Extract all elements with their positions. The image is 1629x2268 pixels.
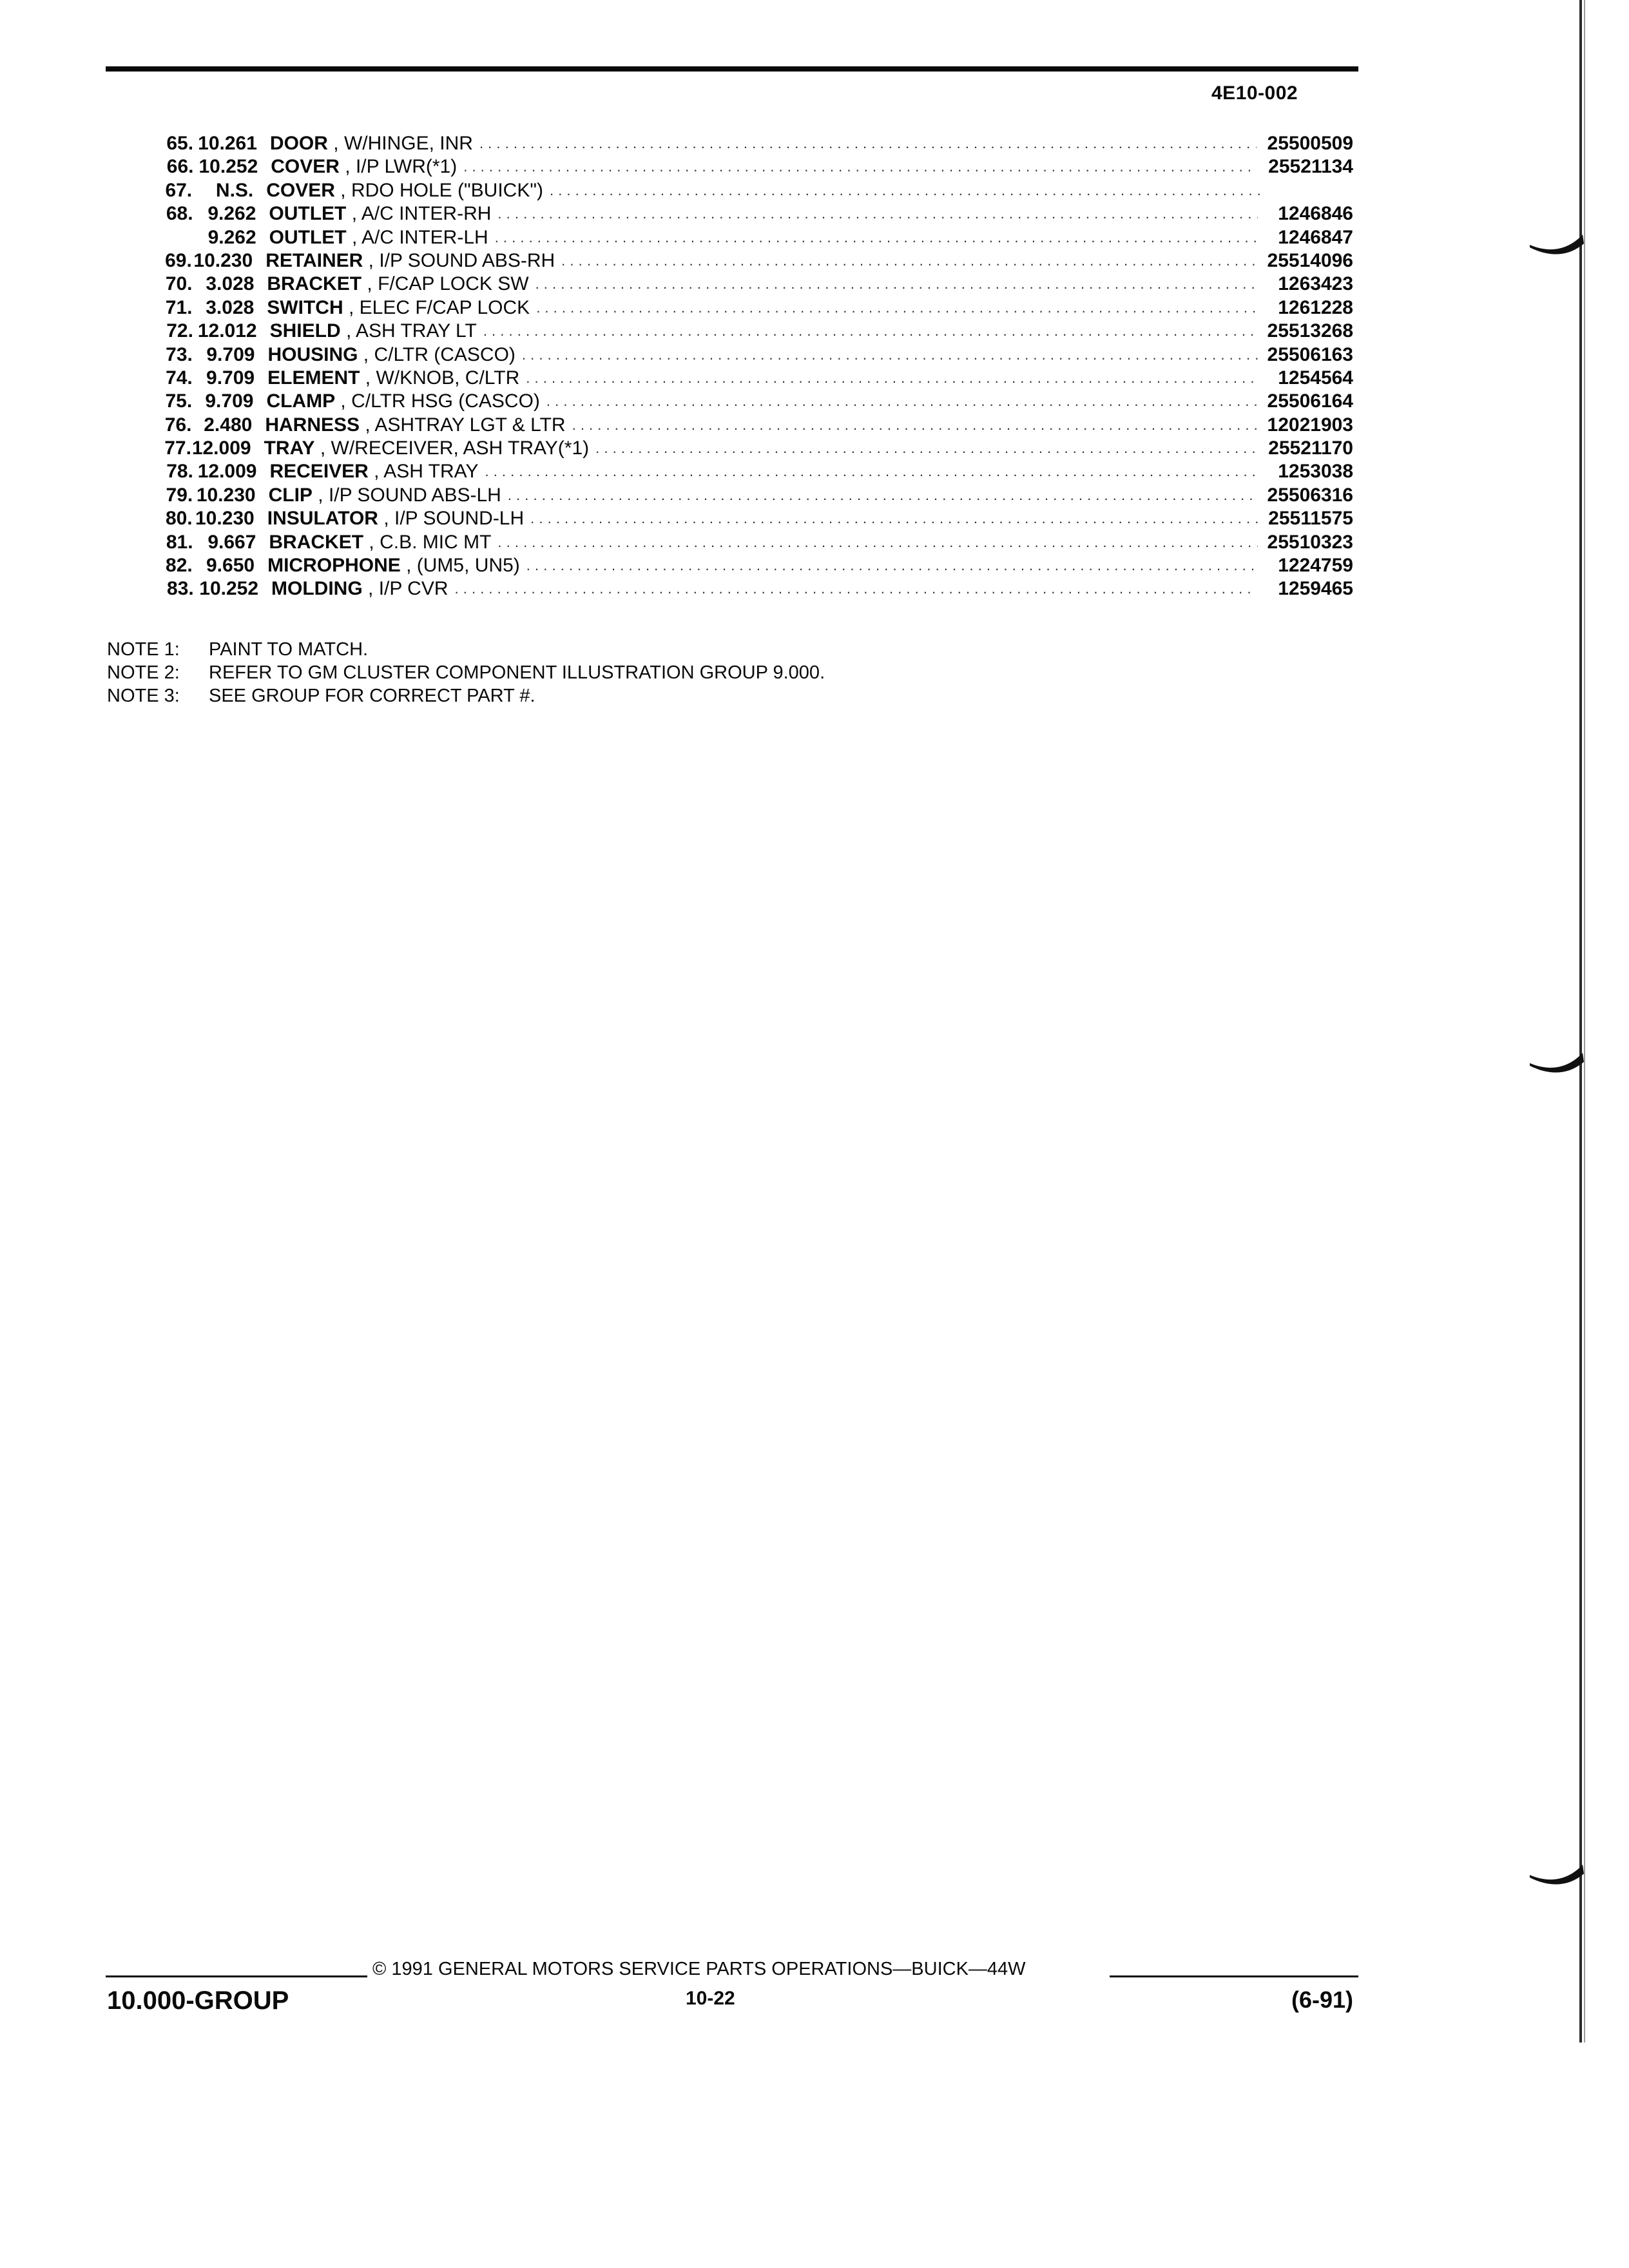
part-description: HOUSING , C/LTR (CASCO) . . . <box>267 343 1258 367</box>
footer-rule-right <box>1110 1975 1358 1977</box>
part-row <box>161 132 1353 155</box>
part-description: OUTLET , A/C INTER-RH . . . <box>269 202 1257 226</box>
part-row <box>161 202 1353 226</box>
part-description: ELEMENT , W/KNOB, C/LTR . . . <box>267 367 1259 390</box>
note-text: SEE GROUP FOR CORRECT PART #. <box>209 686 535 706</box>
part-description: RECEIVER , ASH TRAY . . . <box>269 460 1257 483</box>
part-number: 25510323 <box>1267 531 1353 553</box>
group-number: N.S. <box>215 179 254 201</box>
group-number: 10.261 <box>198 133 257 154</box>
part-name: OUTLET <box>269 203 347 225</box>
part-number: 1259465 <box>1278 578 1353 600</box>
item-number: 75. <box>165 390 193 412</box>
part-description: OUTLET , A/C INTER-LH . . . <box>269 226 1258 249</box>
part-detail: C/LTR (CASCO) <box>374 343 516 365</box>
part-description: CLAMP , C/LTR HSG (CASCO) . . . <box>266 390 1259 413</box>
part-number: 1224759 <box>1278 555 1353 577</box>
part-row <box>161 249 1353 273</box>
part-number: 25514096 <box>1267 249 1353 271</box>
date-code: (6-91) <box>1291 1986 1353 2013</box>
item-number: 72. <box>166 320 193 342</box>
part-number: 1254564 <box>1278 367 1353 389</box>
part-name: COVER <box>266 179 335 201</box>
part-name: ELEMENT <box>267 367 360 389</box>
part-name: SWITCH <box>267 296 343 318</box>
group-number: 3.028 <box>206 273 255 295</box>
part-number: 1253038 <box>1278 461 1353 483</box>
part-name: TRAY <box>264 437 315 459</box>
part-description: CLIP , I/P SOUND ABS-LH . . . <box>269 484 1258 507</box>
part-row <box>161 320 1353 343</box>
binder-hook-icon <box>1528 1856 1586 1894</box>
part-detail: ELEC F/CAP LOCK <box>359 296 530 318</box>
part-number: 1246847 <box>1278 226 1353 248</box>
group-number: 10.230 <box>195 508 255 530</box>
item-number: 80. <box>165 508 193 530</box>
part-name: INSULATOR <box>267 508 378 530</box>
part-row <box>161 554 1353 577</box>
part-detail: A/C INTER-RH <box>361 203 492 225</box>
part-name: RECEIVER <box>269 461 369 483</box>
part-name: HARNESS <box>265 414 360 436</box>
part-detail: RDO HOLE ("BUICK") <box>351 179 543 201</box>
group-number: 10.252 <box>198 156 258 178</box>
part-detail: C/LTR HSG (CASCO) <box>351 390 540 412</box>
part-row <box>161 390 1353 413</box>
group-label: 10.000-GROUP <box>107 1986 289 2015</box>
item-number: 65. <box>166 133 194 154</box>
part-detail: I/P LWR(*1) <box>355 156 458 178</box>
part-detail: I/P SOUND ABS-LH <box>328 484 501 506</box>
group-number: 3.028 <box>206 296 255 318</box>
part-row <box>161 343 1353 367</box>
part-detail: I/P SOUND ABS-RH <box>379 249 555 271</box>
part-name: HOUSING <box>267 343 358 365</box>
part-detail: ASH TRAY LT <box>355 320 477 342</box>
item-number: 77. <box>164 437 191 459</box>
binder-hook-icon <box>1528 226 1586 264</box>
item-number: 67. <box>165 179 193 201</box>
part-number: 25506163 <box>1267 343 1353 365</box>
part-description: TRAY , W/RECEIVER, ASH TRAY(*1) . . . <box>264 437 1261 460</box>
binder-edge-shadow <box>1584 0 1585 2042</box>
part-detail: A/C INTER-LH <box>361 226 488 248</box>
part-description: RETAINER , I/P SOUND ABS-RH . . . <box>265 249 1259 273</box>
note-line <box>107 638 1267 661</box>
part-row <box>161 155 1353 178</box>
part-detail: (UM5, UN5) <box>416 555 520 577</box>
part-name: SHIELD <box>269 320 341 342</box>
part-number: 1261228 <box>1278 296 1353 318</box>
part-detail: W/KNOB, C/LTR <box>376 367 520 389</box>
part-number: 25521170 <box>1268 437 1353 459</box>
group-number: 10.230 <box>196 484 256 506</box>
part-name: CLAMP <box>266 390 336 412</box>
part-number: 25511575 <box>1268 508 1353 530</box>
part-number: 25506164 <box>1267 390 1353 412</box>
item-number: 79. <box>166 484 193 506</box>
part-row <box>161 531 1353 554</box>
note-line <box>107 661 1267 684</box>
group-number: 9.709 <box>206 367 255 389</box>
part-description: HARNESS , ASHTRAY LGT & LTR . . . <box>265 414 1259 437</box>
part-detail: ASH TRAY <box>383 461 479 483</box>
part-number: 1263423 <box>1278 273 1353 295</box>
group-number: 10.252 <box>199 578 259 600</box>
note-line <box>107 684 1267 707</box>
header-rule <box>106 66 1358 72</box>
part-name: MOLDING <box>271 578 363 600</box>
part-name: RETAINER <box>265 249 363 271</box>
note-label: NOTE 3: <box>107 686 180 706</box>
part-detail: I/P SOUND-LH <box>394 508 525 530</box>
part-number: 12021903 <box>1267 414 1353 436</box>
part-name: MICROPHONE <box>267 555 401 577</box>
part-number: 1246846 <box>1278 203 1353 225</box>
part-row <box>161 577 1353 601</box>
part-description: BRACKET , F/CAP LOCK SW . . . <box>267 273 1259 296</box>
notes-section <box>107 638 1267 707</box>
group-number: 12.009 <box>191 437 251 459</box>
group-number: 9.667 <box>207 531 256 553</box>
note-label: NOTE 1: <box>107 639 180 660</box>
item-number: 71. <box>165 296 193 318</box>
part-row <box>161 367 1353 390</box>
part-name: OUTLET <box>269 226 347 248</box>
part-row <box>161 437 1353 460</box>
group-number: 9.262 <box>207 203 256 225</box>
item-number: 68. <box>166 203 193 225</box>
group-number: 9.650 <box>206 555 255 577</box>
item-number: 76. <box>164 414 192 436</box>
item-number: 78. <box>166 461 193 483</box>
copyright-text: © 1991 GENERAL MOTORS SERVICE PARTS OPERATIONS—BUICK—44W <box>372 1959 1026 1979</box>
part-row <box>161 484 1353 507</box>
part-description: COVER , RDO HOLE ("BUICK") . . . <box>266 179 1260 202</box>
part-description: MICROPHONE , (UM5, UN5) . . . <box>267 554 1259 577</box>
note-text: REFER TO GM CLUSTER COMPONENT ILLUSTRATION GROUP 9.000. <box>209 662 825 683</box>
part-row <box>161 507 1353 530</box>
item-number: 69. <box>165 249 192 271</box>
item-number: 70. <box>165 273 193 295</box>
group-number: 9.709 <box>206 343 255 365</box>
part-number: 25506316 <box>1267 484 1353 506</box>
item-number: 66. <box>166 156 194 178</box>
binder-edge <box>1579 0 1582 2042</box>
group-number: 9.262 <box>207 226 256 248</box>
part-name: BRACKET <box>269 531 364 553</box>
part-name: BRACKET <box>267 273 362 295</box>
part-detail: F/CAP LOCK SW <box>378 273 529 295</box>
part-name: CLIP <box>268 484 313 506</box>
part-detail: C.B. MIC MT <box>380 531 492 553</box>
part-detail: W/RECEIVER, ASH TRAY(*1) <box>331 437 590 459</box>
item-number: 74. <box>166 367 193 389</box>
part-description: COVER , I/P LWR(*1) . . . <box>271 155 1256 178</box>
part-row <box>161 179 1353 202</box>
part-description: DOOR , W/HINGE, INR . . . <box>270 132 1257 155</box>
part-description: INSULATOR , I/P SOUND-LH . . . <box>267 507 1259 530</box>
part-description: SHIELD , ASH TRAY LT . . . <box>270 320 1257 343</box>
part-row <box>161 226 1353 249</box>
group-number: 9.709 <box>205 390 254 412</box>
part-name: DOOR <box>269 133 328 154</box>
footer-rule-left <box>106 1975 367 1977</box>
group-number: 12.012 <box>197 320 257 342</box>
part-description: SWITCH , ELEC F/CAP LOCK . . . <box>267 296 1259 320</box>
part-row <box>161 273 1353 296</box>
note-text: PAINT TO MATCH. <box>209 639 369 660</box>
parts-list <box>161 132 1353 601</box>
part-description: BRACKET , C.B. MIC MT . . . <box>269 531 1257 554</box>
part-name: COVER <box>271 156 340 178</box>
item-number: 73. <box>166 343 193 365</box>
part-detail: ASHTRAY LGT & LTR <box>374 414 566 436</box>
part-detail: I/P CVR <box>378 578 448 600</box>
page-code: 4E10-002 <box>1211 82 1298 104</box>
part-row <box>161 296 1353 320</box>
group-number: 10.230 <box>193 249 253 271</box>
group-number: 12.009 <box>197 461 257 483</box>
binder-hook-icon <box>1528 1044 1586 1082</box>
group-number: 2.480 <box>204 414 253 436</box>
part-number: 25500509 <box>1267 133 1353 154</box>
item-number: 82. <box>166 555 193 577</box>
part-detail: W/HINGE, INR <box>343 133 473 154</box>
part-row <box>161 460 1353 483</box>
part-row <box>161 414 1353 437</box>
part-number: 25521134 <box>1268 156 1353 178</box>
item-number: 83. <box>167 578 194 600</box>
item-number: 81. <box>166 531 193 553</box>
part-description: MOLDING , I/P CVR . . . <box>271 577 1255 601</box>
note-label: NOTE 2: <box>107 662 180 683</box>
page-number: 10-22 <box>686 1988 735 2009</box>
part-number: 25513268 <box>1267 320 1353 342</box>
